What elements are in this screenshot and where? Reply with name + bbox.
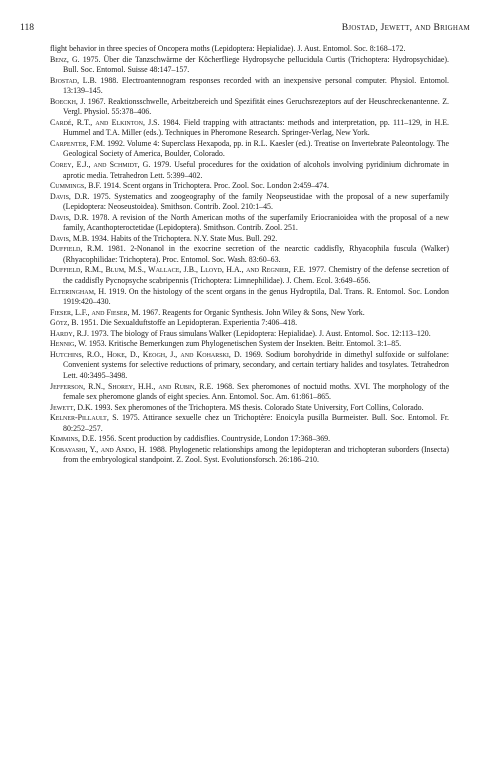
reference-authors: Cardé, R.T., and Elkinton, J.S. <box>50 117 160 127</box>
page-number: 118 <box>20 22 35 33</box>
reference-entry <box>50 265 449 286</box>
reference-entry <box>50 445 449 466</box>
reference-list <box>50 44 449 466</box>
reference-authors: Davis, D.R. <box>50 212 89 222</box>
reference-entry <box>50 434 449 445</box>
reference-entry <box>50 76 449 97</box>
reference-entry <box>50 244 449 265</box>
reference-entry <box>50 118 449 139</box>
reference-text: 1978. A revision of the North American moths of the superfamily Eriocranioidea with the proposal of a new family, Acanthopteroctetidae (Lepidoptera). Smithson. Contrib. Zool. 251. <box>63 212 449 233</box>
reference-text: 1992. Volume 4: Superclass Hexapoda, pp. in R.L. Kaesler (ed.). Treatise on Invertebrate Paleontology. The Geological Society of America, Boulder, Colorado. <box>63 138 449 159</box>
reference-text: 1984. Field trapping with attractants: methods and interpretation, pp. 111–129, in H.E. Hummel and T.A. Miller (eds.). Techniques in Pheromone Research. Springer-Verlag, New York. <box>63 117 450 138</box>
reference-text: 1988. Electroantennogram responses recorded with an inexpensive personal computer. Physiol. Entomol. 13:139–145. <box>63 75 449 96</box>
reference-authors: Boeckh, J. <box>50 96 86 106</box>
reference-text: 1968. Sex pheromones of noctuid moths. XVI. The morphology of the female sex pheromone glands of eight species. Ann. Entomol. Soc. Am. 61:861–865. <box>63 381 449 402</box>
reference-text: 1979. Useful procedures for the oxidation of alcohols involving pyridinium dichromate in aprotic media. Tetrahedron Lett. 5:399–402. <box>63 160 449 180</box>
reference-text: 1981. 2-Nonanol in the exocrine secretion of the nearctic caddisfly, Rhyacophila fuscula (Walker) (Rhyacophilidae: Trichoptera). Proc. Entomol. Soc. Wash. 83:60–63. <box>63 244 449 264</box>
reference-text: 1973. The biology of Fraus simulans Walker (Lepidoptera: Hepialidae). J. Aust. Entomol. Soc. 12:113–120. <box>88 328 431 338</box>
reference-text: 1914. Scent organs in Trichoptera. Proc. Zool. Soc. London 2:459–474. <box>101 181 329 191</box>
reference-entry <box>50 160 449 181</box>
reference-entry <box>50 308 449 319</box>
reference-authors: Hennig, W. <box>50 339 87 349</box>
reference-authors: Jefferson, R.N., Shorey, H.H., and Rubin, R.E. <box>50 381 214 391</box>
reference-text: 1969. Sodium borohydride in dimethyl sulfoxide or sulfolane: Convenient systems for selective reductions of primary, secondary, and certain tertiary halides and tosylates. Tetrahedron Lett. 40:3495–3498. <box>63 349 449 380</box>
reference-entry <box>50 318 449 329</box>
reference-text: 1993. Sex pheromones of the Trichoptera. MS thesis. Colorado State University, Fort Collins, Colorado. <box>92 402 424 412</box>
reference-authors: Elteringham, H. <box>50 286 107 296</box>
reference-text: 1975. Attirance sexuelle chez un Trichoptère: Enoicyla pusilla Burmeister. Bull. Soc. Entomol. Fr. 80:252–257. <box>63 413 449 433</box>
reference-authors: Hutchins, R.O., Hoke, D., Keogh, J., and Koharski, D. <box>50 349 242 359</box>
reference-text: 1967. Reaktionsschwelle, Arbeitzbereich und Spezifität eines Geruchsrezeptors auf der Heuschreckenantenne. Z. Vergl. Physiol. 55:378–406. <box>63 96 449 117</box>
reference-entry <box>50 213 449 234</box>
reference-text: 1919. On the histology of the scent organs in the genus Hydroptila, Dal. Trans. R. Entomol. Soc. London 1919:420–430. <box>63 286 449 307</box>
reference-authors: Benz, G. <box>50 54 80 64</box>
reference-text: flight behavior in three species of Oncopera moths (Lepidoptera: Hepialidae). J. Aust. Entomol. Soc. 8:168–172. <box>50 44 406 53</box>
reference-entry <box>50 234 449 245</box>
reference-entry <box>50 350 449 382</box>
reference-entry <box>50 329 449 340</box>
reference-text: 1953. Kritische Bemerkungen zum Phylogenetischen System der Insekten. Beitr. Entomol. 3:1–85. <box>86 339 402 349</box>
reference-entry <box>50 382 449 403</box>
reference-text: 1967. Reagents for Organic Synthesis. John Wiley & Sons, New York. <box>140 307 365 317</box>
reference-authors: Duffield, R.M., Blum, M.S., Wallace, J.B., Lloyd, H.A., and Regnier, F.E. <box>50 265 306 275</box>
reference-entry <box>50 181 449 192</box>
reference-authors: Davis, M.B. <box>50 233 90 243</box>
running-head: Bjostad, Jewett, and Brigham <box>341 22 470 33</box>
reference-authors: Kobayashi, Y., and Ando, H. <box>50 444 147 454</box>
reference-authors: Götz, B. <box>50 318 79 328</box>
reference-authors: Davis, D.R. <box>50 191 90 201</box>
reference-entry <box>50 139 449 160</box>
page-header <box>20 22 470 36</box>
reference-authors: Kelner-Pillault, S. <box>50 413 119 423</box>
reference-authors: Duffield, R.M. <box>50 244 104 254</box>
reference-authors: Kimmins, D.E. <box>50 434 97 444</box>
reference-text: 1975. Systematics and zoogeography of the family Neopseustidae with the proposal of a new superfamily (Lepidoptera: Neoseustoidea). Smithson. Contrib. Zool. 210:1–45. <box>63 191 449 212</box>
reference-entry <box>50 339 449 350</box>
reference-text: 1977. Chemistry of the defense secretion of the caddisfly Pycnopsyche scabripennis (Trichoptera: Limnephilidae). J. Chem. Ecol. 3:649–656. <box>63 265 449 286</box>
reference-authors: Hardy, R.J. <box>50 328 89 338</box>
reference-text: 1951. Die Sexualduftstoffe an Lepidopteran. Experientia 7:406–418. <box>78 318 298 328</box>
reference-entry <box>50 55 449 76</box>
reference-text: 1988. Phylogenetic relationships among the lepidopteran and trichopteran suborders (Insecta) from the embryological standpoint. Z. Zool. Syst. Evolutionsforsch. 26:186–210. <box>63 444 449 465</box>
reference-entry <box>50 413 449 434</box>
reference-text: 1956. Scent production by caddisflies. Countryside, London 17:368–369. <box>96 434 331 444</box>
reference-authors: Corey, E.J., and Schmidt, G. <box>50 160 151 170</box>
reference-authors: Fieser, L.F., and Fieser, M. <box>50 307 141 317</box>
reference-entry <box>50 44 449 55</box>
reference-entry <box>50 192 449 213</box>
reference-text: 1934. Habits of the Trichoptera. N.Y. State Mus. Bull. 292. <box>89 233 278 243</box>
reference-entry <box>50 287 449 308</box>
reference-authors: Jewett, D.K. <box>50 402 93 412</box>
reference-entry <box>50 403 449 414</box>
reference-entry <box>50 97 449 118</box>
reference-authors: Carpenter, F.M. <box>50 138 106 148</box>
reference-authors: Bjostad, L.B. <box>50 75 97 85</box>
reference-text: 1975. Über die Tanzschwärme der Köcherfliege Hydropsyche pellucidula Curtis (Trichoptera: Hydropsychidae). Bull. Soc. Entomol. Suisse 48:147–157. <box>63 54 449 75</box>
reference-authors: Cummings, B.F. <box>50 181 102 191</box>
